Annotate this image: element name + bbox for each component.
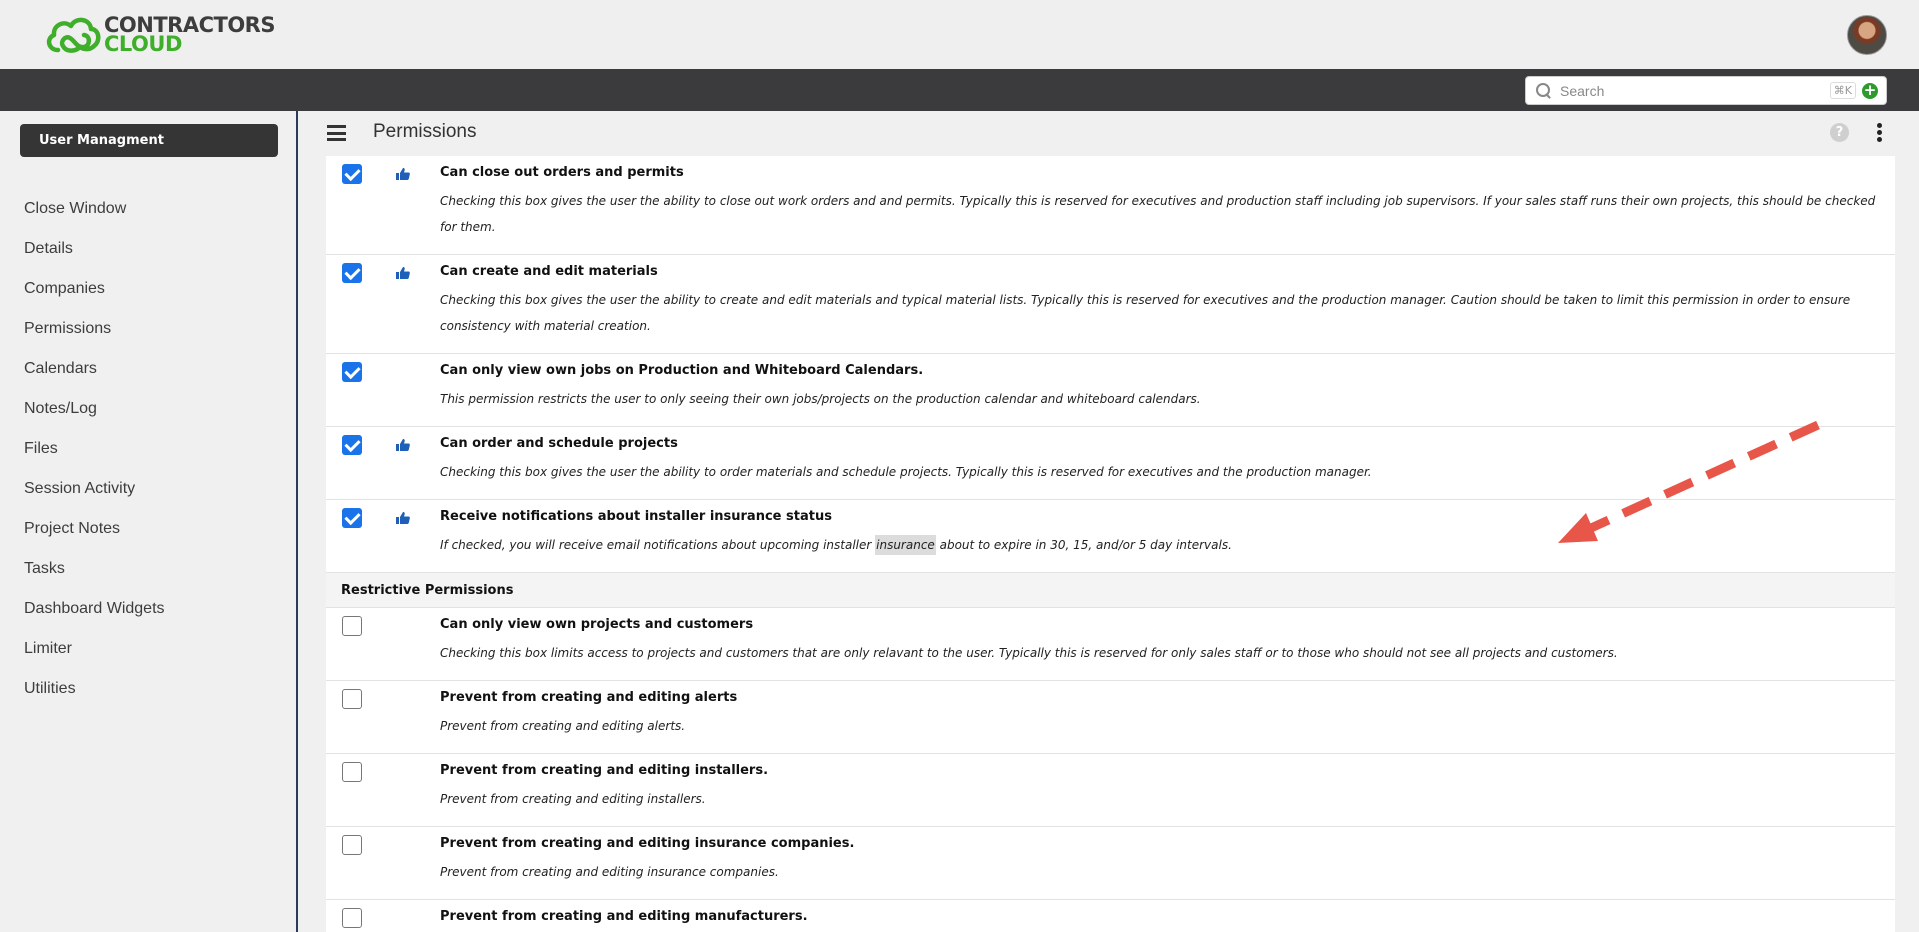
search-shortcut: ⌘K (1830, 82, 1856, 99)
top-header (0, 0, 1919, 69)
question-circle-icon[interactable]: ? (1830, 123, 1849, 142)
sidebar-item-limiter[interactable]: Limiter (24, 640, 73, 657)
permission-title: Prevent from creating and editing manufacturers. (440, 909, 808, 924)
thumbs-up-icon (396, 439, 410, 451)
sidebar-item-permissions[interactable]: Permissions (24, 320, 112, 337)
permission-row (326, 754, 1895, 827)
permission-checkbox[interactable] (342, 263, 362, 283)
thumbs-up-icon (396, 267, 410, 279)
permission-row (326, 827, 1895, 900)
permission-description: Checking this box gives the user the ability to order materials and schedule projects. Typically this is reserved for executives and the production manager. (440, 465, 1372, 479)
permission-checkbox[interactable] (342, 435, 362, 455)
sidebar-item-companies[interactable]: Companies (24, 280, 105, 297)
permission-checkbox[interactable] (342, 835, 362, 855)
highlighted-text: insurance (875, 535, 936, 555)
permission-checkbox[interactable] (342, 508, 362, 528)
brand-wordmark (104, 13, 275, 56)
permission-description: Checking this box gives the user the ability to close out work orders and and permits. Typically this is reserved for executives and production staff including job supervisors. If your sales staff runs their own projects, this should be checked for them. (440, 194, 1876, 234)
brand-line2: CLOUD (104, 32, 182, 56)
thumbs-up-icon (396, 512, 410, 524)
panel-header (300, 111, 1919, 156)
permission-description: Checking this box limits access to projects and customers that are only relavant to the user. Typically this is reserved for only sales staff or to those who should not see all projects and customers. (440, 646, 1618, 660)
permission-checkbox[interactable] (342, 616, 362, 636)
permission-row (326, 156, 1895, 255)
permission-checkbox[interactable] (342, 762, 362, 782)
sidebar-nav (24, 189, 165, 709)
permission-title: Prevent from creating and editing insurance companies. (440, 836, 855, 851)
sidebar-item-details[interactable]: Details (24, 240, 73, 257)
permission-description: Prevent from creating and editing insurance companies. (440, 865, 779, 879)
permission-checkbox[interactable] (342, 362, 362, 382)
desc-text: about to expire in 30, 15, and/or 5 day intervals. (935, 538, 1232, 552)
kebab-icon[interactable] (1877, 123, 1883, 143)
permission-title: Can close out orders and permits (440, 165, 684, 180)
permission-title: Can create and edit materials (440, 264, 658, 279)
sidebar-item-project-notes[interactable]: Project Notes (24, 520, 121, 537)
search-input[interactable] (1560, 83, 1830, 99)
sidebar-item-calendars[interactable]: Calendars (24, 360, 97, 377)
permission-description: Prevent from creating and editing installers. (440, 792, 706, 806)
permission-description: Prevent from creating and editing alerts. (440, 719, 686, 733)
permission-title: Receive notifications about installer insurance status (440, 509, 832, 524)
brand-logo[interactable] (44, 14, 275, 56)
permission-description: This permission restricts the user to only seeing their own jobs/projects on the production calendar and whiteboard calendars. (440, 392, 1201, 406)
annotation-arrow-icon (1550, 415, 1830, 555)
permission-title: Can only view own projects and customers (440, 617, 754, 632)
permission-title: Prevent from creating and editing alerts (440, 690, 738, 705)
sidebar-item-files[interactable]: Files (24, 440, 58, 457)
sidebar (0, 111, 298, 932)
user-avatar[interactable] (1847, 15, 1887, 55)
sidebar-item-utilities[interactable]: Utilities (24, 680, 76, 697)
permission-row (326, 681, 1895, 754)
search-box (1525, 76, 1887, 105)
sidebar-item-close-window[interactable]: Close Window (24, 200, 127, 217)
permission-row (326, 900, 1895, 932)
sidebar-header[interactable]: User Managment (20, 124, 278, 157)
plus-circle-icon[interactable]: + (1863, 80, 1877, 99)
hamburger-icon[interactable] (327, 125, 346, 141)
search-icon (1536, 83, 1552, 99)
permission-row (326, 608, 1895, 681)
permission-title: Can order and schedule projects (440, 436, 678, 451)
sidebar-item-session-activity[interactable]: Session Activity (24, 480, 136, 497)
cloud-logo-icon (44, 14, 102, 56)
sidebar-item-tasks[interactable]: Tasks (24, 560, 65, 577)
desc-text: If checked, you will receive email notifications about upcoming installer (440, 538, 876, 552)
permission-row (326, 255, 1895, 354)
permission-checkbox[interactable] (342, 908, 362, 928)
permission-title: Prevent from creating and editing installers. (440, 763, 769, 778)
toolbar (0, 69, 1919, 111)
page-title: Permissions (373, 121, 477, 142)
thumbs-up-icon (396, 168, 410, 180)
permission-checkbox[interactable] (342, 689, 362, 709)
sidebar-item-notes-log[interactable]: Notes/Log (24, 400, 97, 417)
permission-title: Can only view own jobs on Production and Whiteboard Calendars. (440, 363, 924, 378)
section-heading: Restrictive Permissions (326, 573, 1895, 608)
permission-checkbox[interactable] (342, 164, 362, 184)
brand-line1: CONTRACTORS (104, 13, 275, 37)
permission-description: Checking this box gives the user the ability to create and edit materials and typical material lists. Typically this is reserved for executives and the production manager. Caution should be taken to limit this permission in order to ensure consistency with material creation. (440, 293, 1851, 333)
sidebar-item-dashboard-widgets[interactable]: Dashboard Widgets (24, 600, 165, 617)
